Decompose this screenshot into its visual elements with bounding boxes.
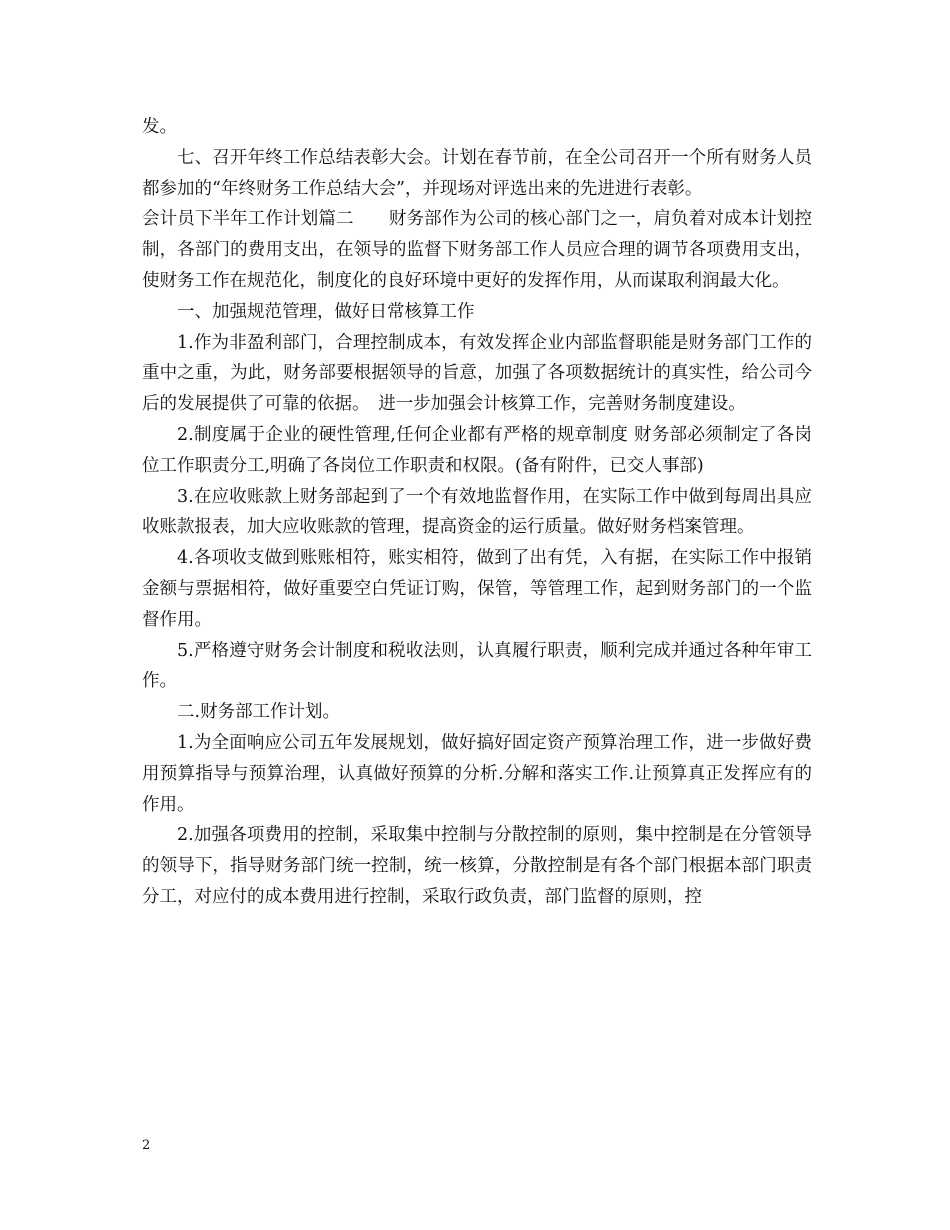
section-heading-1: 一、加强规范管理，做好日常核算工作 bbox=[177, 301, 475, 322]
paragraph-6: 2.制度属于企业的硬性管理,任何企业都有严格的规章制度 财务部必须制定了各岗位工作职责分工,明确了各岗位工作职责和权限。(备有附件，已交人事部) bbox=[142, 424, 812, 476]
section-heading-2: 二.财务部工作计划。 bbox=[177, 702, 341, 723]
paragraph-8: 4.各项收支做到账账相符，账实相符，做到了出有凭，入有据，在实际工作中报销金额与票据相符，做好重要空白凭证订购，保管，等管理工作，起到财务部门的一个监督作用。 bbox=[142, 548, 812, 630]
paragraph-7: 3.在应收账款上财务部起到了一个有效地监督作用，在实际工作中做到每周出具应收账款报表，加大应收账款的管理，提高资金的运行质量。做好财务档案管理。 bbox=[142, 486, 812, 538]
paragraph-2: 七、召开年终工作总结表彰大会。计划在春节前，在全公司召开一个所有财务人员都参加的“年终财务工作总结大会”，并现场对评选出来的先进进行表彰。 bbox=[142, 147, 812, 199]
page-number: 2 bbox=[142, 1138, 151, 1153]
paragraph-12: 2.加强各项费用的控制，采取集中控制与分散控制的原则，集中控制是在分管领导的领导下，指导财务部门统一控制，统一核算，分散控制是有各个部门根据本部门职责分工，对应付的成本费用进行控制，采取行政负责，部门监督的原则，控 bbox=[142, 825, 812, 907]
document-body bbox=[142, 112, 812, 913]
paragraph-3: 会计员下半年工作计划篇二 财务部作为公司的核心部门之一，肩负着对成本计划控制，各部门的费用支出，在领导的监督下财务部工作人员应合理的调节各项费用支出，使财务工作在规范化，制度化的良好环境中更好的发挥作用，从而谋取利润最大化。 bbox=[142, 209, 812, 291]
paragraph-1: 发。 bbox=[142, 117, 177, 137]
paragraph-5: 1.作为非盈利部门，合理控制成本，有效发挥企业内部监督职能是财务部门工作的重中之重，为此，财务部要根据领导的旨意，加强了各项数据统计的真实性，给公司今后的发展提供了可靠的依据。 进一步加强会计核算工作，完善财务制度建设。 bbox=[142, 332, 812, 415]
paragraph-11: 1.为全面响应公司五年发展规划，做好搞好固定资产预算治理工作，进一步做好费用预算指导与预算治理，认真做好预算的分析.分解和落实工作.让预算真正发挥应有的作用。 bbox=[142, 732, 812, 815]
paragraph-9: 5.严格遵守财务会计制度和税收法则，认真履行职责，顺利完成并通过各种年审工作。 bbox=[142, 640, 812, 692]
